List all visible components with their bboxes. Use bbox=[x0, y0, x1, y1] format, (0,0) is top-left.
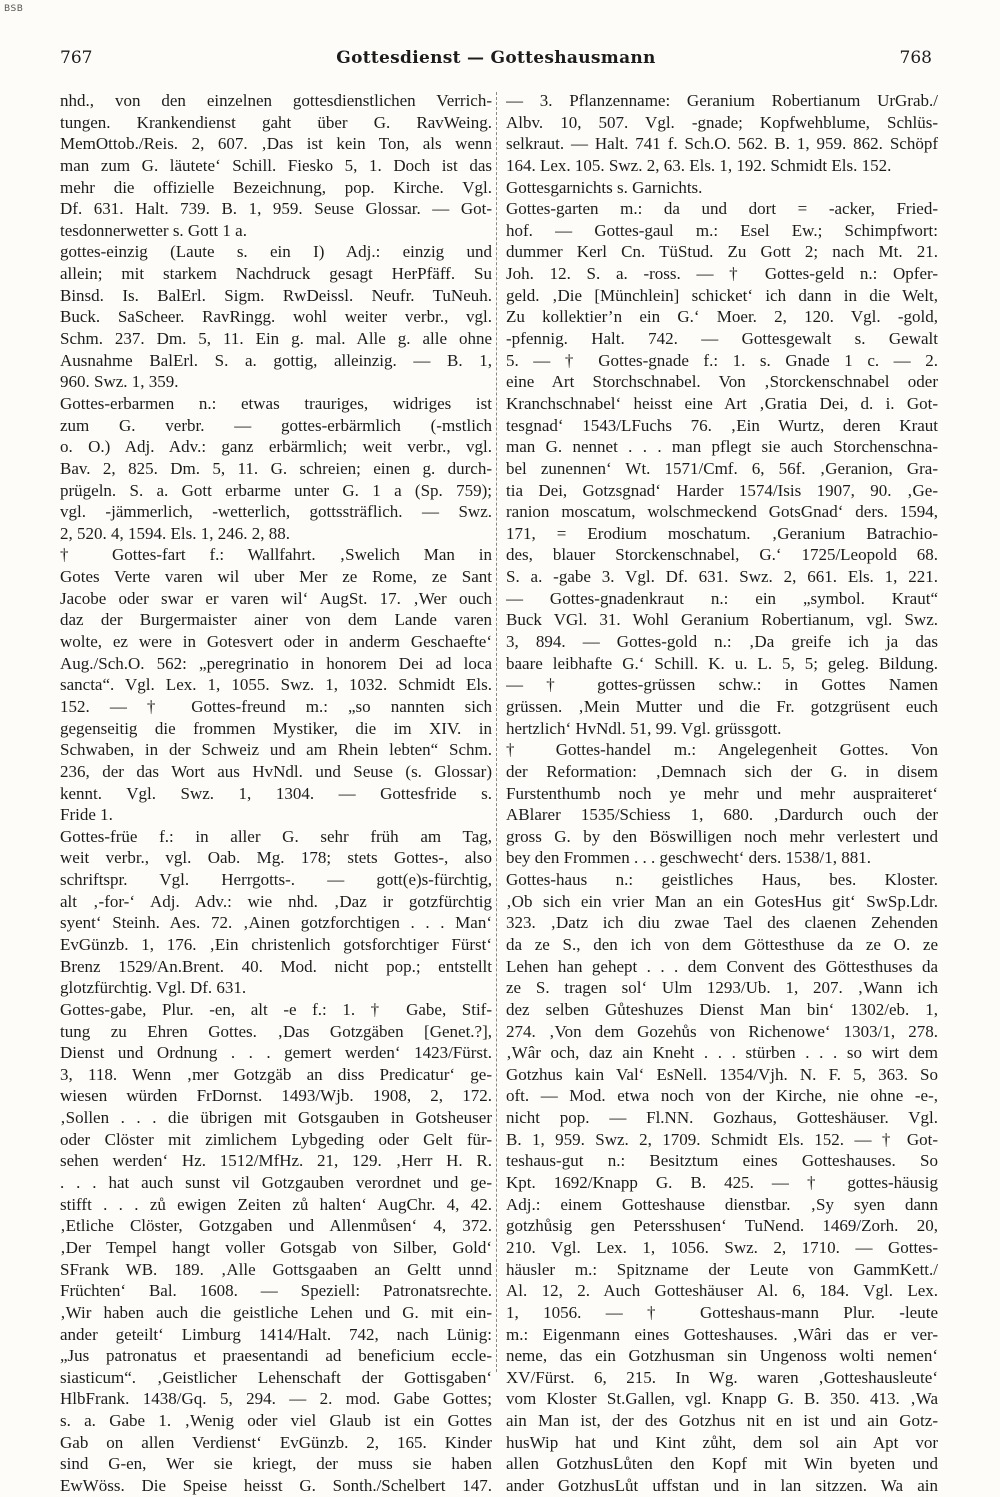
text-line: baare leibhafte G.‘ Schill. K. u. L. 5, 5; geleg. Bildung. bbox=[506, 653, 938, 673]
text-line: daz der Burgermaister ainer von dem Lande varen bbox=[60, 610, 492, 630]
text-line: teshaus-gut n.: Besitztum eines Gotteshauses. So bbox=[506, 1151, 938, 1171]
text-line: nhd., von den einzelnen gottesdienstlichen Verrich- bbox=[60, 91, 492, 110]
text-line: tia Dei, Gotzsgnad‘ Harder 1574/Isis 1907, 90. ‚Ge- bbox=[506, 480, 938, 500]
library-stamp: BSB bbox=[4, 4, 24, 14]
text-line: — 3. Pflanzenname: Geranium Robertianum UrGrab./ bbox=[506, 91, 938, 110]
text-line: neme, das ein Gotzhusman sin Ungenoss wolti nemen‘ bbox=[506, 1346, 938, 1366]
text-line: dummer Kerl Cn. TüStud. Zu Gott 2; nach Mt. 21. bbox=[506, 242, 938, 262]
text-line: Zu kollektier’n ein G.‘ Moer. 2, 120. Vgl. -gold, bbox=[506, 307, 938, 327]
text-line: ABlarer 1535/Schiess 1, 680. ‚Dardurch ouch der bbox=[506, 805, 938, 825]
text-line: gegenseitig die frommen Mystiker, die im XIV. in bbox=[60, 718, 492, 738]
text-line: XV/Fürst. 6, 215. In Wg. waren ‚Gotteshausleute‘ bbox=[506, 1367, 938, 1387]
text-line: tung zu Ehren Gottes. ‚Das Gotzgäben [Genet.?], bbox=[60, 1021, 492, 1041]
text-line: des, blauer Storckenschnabel, G.‘ 1725/Leopold 68. bbox=[506, 545, 938, 565]
running-title: Gottesdienst — Gotteshausmann bbox=[336, 48, 656, 68]
text-line: 274. ‚Von dem Gozehůs von Richenowe‘ 1303/1, 278. bbox=[506, 1021, 938, 1041]
text-line: S. a. -gabe 3. Vgl. Df. 631. Swz. 2, 661. Els. 1, 221. bbox=[506, 567, 938, 587]
text-line: Kpt. 1692/Knapp G. B. 425. — † gottes-häusig bbox=[506, 1173, 938, 1193]
text-line: ‚Wir haben auch die geistliche Lehen und G. mit ein- bbox=[60, 1302, 492, 1322]
text-line: sind G-en, Wer sie kriegt, der muss sie haben bbox=[60, 1454, 492, 1474]
text-line: Jacobe oder swar er varen wil‘ AugSt. 17. ‚Wer ouch bbox=[60, 588, 492, 608]
text-line: selkraut. — Halt. 741 f. Sch.O. 562. B. 1, 959. 862. Schöpf bbox=[506, 134, 938, 154]
text-line: allen GotzhusLůten den Kopf mit Win byeten und bbox=[506, 1454, 938, 1474]
text-line: Früchten‘ Bal. 1608. — Speziell: Patronatsrechte. bbox=[60, 1281, 492, 1301]
text-line: grüssen. ‚Mein Mutter und die Fr. gotzgrüsent euch bbox=[506, 696, 938, 716]
text-line: zum G. verbr. — gottes-erbärmlich (-mstlich bbox=[60, 415, 492, 435]
text-line: da ze S., den ich von dem Göttesthuse da ze O. ze bbox=[506, 934, 938, 954]
text-line: „Jus patronatus et praesentandi ad beneficium eccle- bbox=[60, 1346, 492, 1366]
text-line: Brenz 1529/An.Brent. 40. Mod. nicht pop.; entstellt bbox=[60, 956, 492, 976]
text-line: geld. ‚Die [Münchlein] schicket‘ ich dann in die Welt, bbox=[506, 285, 938, 305]
text-line: Albv. 10, 507. Vgl. -gnade; Kopfwehblume, Schlüs- bbox=[506, 112, 938, 132]
text-line: vom Kloster St.Gallen, vgl. Knapp G. B. 350. 413. ‚Wa bbox=[506, 1389, 938, 1409]
text-line: Joh. 12. S. a. -ross. — † Gottes-geld n.: Opfer- bbox=[506, 264, 938, 284]
text-line: sehen werden‘ Hz. 1512/MfHz. 21, 129. ‚Herr H. R. bbox=[60, 1151, 492, 1171]
text-line: weit verbr., vgl. Oab. Mg. 178; stets Gottes-, also bbox=[60, 848, 492, 868]
text-line: . . . hat auch sunst vil Gotzgauben verordnet und ge- bbox=[60, 1173, 492, 1193]
text-line: gotzhůsig gen Petersshusen‘ TuNend. 1469/Zorh. 20, bbox=[506, 1216, 938, 1236]
text-line: MemOttob./Reis. 2, 607. ‚Das ist kein Ton, als wenn bbox=[60, 134, 492, 154]
text-line: Gotzhus kain Val‘ EsNell. 1354/Vjh. N. F. 5, 363. So bbox=[506, 1064, 938, 1084]
text-line: Aug./Sch.O. 562: „peregrinatio in honorem Dei ad loca bbox=[60, 653, 492, 673]
text-line: man zum G. läutete‘ Schill. Fiesko 5, 1. Doch ist das bbox=[60, 155, 492, 175]
text-line: ‚Der Tempel hangt voller Gotsgab von Silber, Gold‘ bbox=[60, 1237, 492, 1257]
text-line: Gotes Verte varen wil uber Mer ze Rome, ze Sant bbox=[60, 567, 492, 587]
text-line: — † gottes-grüssen schw.: in Gottes Namen bbox=[506, 675, 938, 695]
text-line: ‚Etliche Clöster, Gotzgaben und Allenmůsen‘ 4, 372. bbox=[60, 1216, 492, 1236]
text-line: hof. — Gottes-gaul m.: Esel Ew.; Schimpfwort: bbox=[506, 220, 938, 240]
text-line: tesdonnerwetter s. Gott 1 a. bbox=[60, 220, 247, 240]
column-divider bbox=[496, 92, 497, 1372]
text-line: s. a. Gabe 1. ‚Wenig oder viel Glaub ist ein Gottes bbox=[60, 1411, 492, 1431]
text-line: ander geteilt‘ Limburg 1414/Halt. 742, nach Lünig: bbox=[60, 1324, 492, 1344]
text-line: alt ‚-for-‘ Adj. Adv.: wie nhd. ‚Daz ir gotzfürchtig bbox=[60, 891, 492, 911]
text-line: häusler m.: Spitzname der Leute von GammKett./ bbox=[506, 1259, 938, 1279]
right-column bbox=[506, 90, 938, 1497]
text-line: oft. — Mod. etwa noch von der Kirche, nie ohne -e-, bbox=[506, 1086, 938, 1106]
text-line: ‚Wâr och, daz ain Kneht . . . stürben . . . so wirt dem bbox=[506, 1043, 938, 1063]
text-line: Gottes-erbarmen n.: etwas trauriges, widriges ist bbox=[60, 393, 492, 413]
text-line: nicht pop. — Fl.NN. Gozhaus, Gotteshäuser. Vgl. bbox=[506, 1108, 938, 1128]
text-line: Furstenthumb noch ye mehr und mehr auspraiteret‘ bbox=[506, 783, 938, 803]
text-line: tungen. Krankendienst gaht über G. RavWeing. bbox=[60, 112, 492, 132]
text-line: Lehen han gehept . . . dem Convent des Göttesthuses da bbox=[506, 956, 938, 976]
text-line: Adj.: einem Gotteshause dienstbar. ‚Sy syen dann bbox=[506, 1194, 938, 1214]
text-line: Buck VGl. 31. Wohl Geranium Robertianum, vgl. Swz. bbox=[506, 610, 938, 630]
text-line: schriftspr. Vgl. Herrgotts-. — gott(e)s-fürchtig, bbox=[60, 870, 492, 890]
text-line: der Reformation: ‚Demnach sich der G. in disem bbox=[506, 761, 938, 781]
page-header bbox=[60, 48, 932, 74]
text-line: 960. Swz. 1, 359. bbox=[60, 372, 179, 392]
text-line: 152. — † Gottes-freund m.: „so nannten sich bbox=[60, 696, 492, 716]
text-line: 323. ‚Datz ich diu zwae Tael des claenen Zehenden bbox=[506, 913, 938, 933]
text-line: gross G. by den Böswilligen noch mehr verlestert und bbox=[506, 826, 938, 846]
text-line: eine Art Storchschnabel. Von ‚Storckenschnabel oder bbox=[506, 372, 938, 392]
text-line: Bav. 2, 825. Dm. 5, 11. G. schreien; einen g. durch- bbox=[60, 458, 492, 478]
text-line: 164. Lex. 105. Swz. 2, 63. Els. 1, 192. Schmidt Els. 152. bbox=[506, 155, 892, 175]
text-line: Gottes-gabe, Plur. -en, alt -e f.: 1. † Gabe, Stif- bbox=[60, 999, 492, 1019]
text-line: glotzfürchtig. Vgl. Df. 631. bbox=[60, 978, 247, 998]
text-line: man G. nennet . . . man pflegt sie auch Storchenschna- bbox=[506, 437, 938, 457]
text-line: siasticum“. ‚Geistlicher Lehenschaft der Gottisgaben‘ bbox=[60, 1367, 492, 1387]
text-line: syent‘ Steinh. Aes. 72. ‚Ainen gotzforchtigen . . . Man‘ bbox=[60, 913, 492, 933]
text-line: ain Man ist, der des Gotzhus nit en ist und ain Gotz- bbox=[506, 1411, 938, 1431]
text-line: 5. — † Gottes-gnade f.: 1. s. Gnade 1 c. — 2. bbox=[506, 350, 938, 370]
text-line: 210. Vgl. Lex. 1, 1056. Swz. 2, 1710. — Gottes- bbox=[506, 1237, 938, 1257]
text-line: hertzlich‘ HvNdl. 51, 99. Vgl. grüssgott. bbox=[506, 718, 782, 738]
text-line: bel zunennen‘ Wt. 1571/Cmf. 6, 56f. ‚Geranion, Gra- bbox=[506, 458, 938, 478]
text-line: Schm. 237. Dm. 5, 11. Ein g. mal. Alle g. alle ohne bbox=[60, 329, 492, 349]
text-line: HlbFrank. 1438/Gq. 5, 294. — 2. mod. Gabe Gottes; bbox=[60, 1389, 492, 1409]
text-line: gottes-einzig (Laute s. ein I) Adj.: einzig und bbox=[60, 242, 492, 262]
text-line: o. O.) Adj. Adv.: ganz erbärmlich; weit verbr., vgl. bbox=[60, 437, 492, 457]
text-line: SFrank WB. 189. ‚Alle Gottsgaaben an Geltt unnd bbox=[60, 1259, 492, 1279]
left-column bbox=[60, 90, 492, 1497]
text-line: Buck. SaScheer. RavRingg. wohl weiter verbr., vgl. bbox=[60, 307, 492, 327]
text-line: tesgnad‘ 1543/LFuchs 76. ‚Ein Wurtz, deren Kraut bbox=[506, 415, 938, 435]
text-line: 1, 1056. — † Gotteshaus-mann Plur. -leute bbox=[506, 1302, 938, 1322]
text-line: Ausnahme BalErl. S. a. gottig, alleinzig. — B. 1, bbox=[60, 350, 492, 370]
page-number-left: 767 bbox=[60, 48, 93, 68]
text-line: † Gottes-handel m.: Angelegenheit Gottes. Von bbox=[506, 740, 938, 760]
text-line: ranion moscatum, wolschmeckend GotsGnad‘ ders. 1594, bbox=[506, 502, 938, 522]
text-line: — Gottes-gnadenkraut n.: ein „symbol. Kraut“ bbox=[506, 588, 938, 608]
text-line: ze S. tragen sol‘ Ulm 1293/Ub. 1, 207. ‚Wann ich bbox=[506, 978, 938, 998]
text-line: sancta“. Vgl. Lex. 1, 1055. Swz. 1, 1032. Schmidt Els. bbox=[60, 675, 492, 695]
text-line: Al. 12, 2. Auch Gotteshäuser Al. 6, 184. Vgl. Lex. bbox=[506, 1281, 938, 1301]
text-line: 3, 118. Wenn ‚mer Gotzgäb an diss Predicatur‘ ge- bbox=[60, 1064, 492, 1084]
text-line: † Gottes-fart f.: Wallfahrt. ‚Swelich Man in bbox=[60, 545, 492, 565]
text-line: prügeln. S. a. Gott erbarme unter G. 1 a (Sp. 759); bbox=[60, 480, 492, 500]
text-line: stifft . . . zů ewigen Zeiten zů halten‘ AugChr. 4, 42. bbox=[60, 1194, 492, 1214]
text-line: ander GotzhusLůt uffstan und in lan sitzzen. Wa ain bbox=[506, 1476, 938, 1495]
text-line: Gottes-garten m.: da und dort = -acker, Fried- bbox=[506, 199, 938, 219]
text-line: allein; mit starkem Nachdruck gesagt HerPfäff. Su bbox=[60, 264, 492, 284]
text-line: dez selben Gůteshuzes Dienst Man bin‘ 1302/eb. 1, bbox=[506, 999, 938, 1019]
text-line: wiesen würden FrDornst. 1493/Wjb. 1908, 2, 172. bbox=[60, 1086, 492, 1106]
text-line: ‚Ob sich ein vrier Man an ein GotesHus git‘ SwSp.Ldr. bbox=[506, 891, 938, 911]
text-line: Gab on allen Verdienst‘ EvGünzb. 2, 165. Kinder bbox=[60, 1432, 492, 1452]
page-number-right: 768 bbox=[899, 48, 932, 68]
text-line: Kranchschnabel‘ heisst eine Art ‚Gratia Dei, d. i. Got- bbox=[506, 393, 938, 413]
text-line: Schwaben, in der Schweiz und am Rhein lebten“ Schm. bbox=[60, 740, 492, 760]
text-line: Fride 1. bbox=[60, 805, 113, 825]
text-line: bey den Frommen . . . geschwecht‘ ders. 1538/1, 881. bbox=[506, 848, 871, 868]
text-line: husWip hat und Kint zůht, dem sol ain Apt vor bbox=[506, 1432, 938, 1452]
text-line: Gottes-früe f.: in aller G. sehr früh am Tag, bbox=[60, 826, 492, 846]
text-line: 171, = Erodium moschatum. ‚Geranium Batrachio- bbox=[506, 523, 938, 543]
text-line: -pfennig. Halt. 742. — Gottesgewalt s. Gewalt bbox=[506, 329, 938, 349]
text-line: oder Clöster mit zimlichem Lybgeding oder Gelt für- bbox=[60, 1129, 492, 1149]
text-line: kennt. Vgl. Swz. 1, 1304. — Gottesfride s. bbox=[60, 783, 492, 803]
text-line: Dienst und Ordnung . . . gemert werden‘ 1423/Fürst. bbox=[60, 1043, 492, 1063]
text-line: 3, 894. — Gottes-gold n.: ‚Da greife ich ja das bbox=[506, 632, 938, 652]
text-line: vgl. -jämmerlich, -wetterlich, gottssträflich. — Swz. bbox=[60, 502, 492, 522]
text-line: mehr die offizielle Bezeichnung, pop. Kirche. Vgl. bbox=[60, 177, 492, 197]
text-line: EwWöss. Die Speise heisst G. Sonth./Schelbert 147. bbox=[60, 1476, 492, 1495]
text-line: B. 1, 959. Swz. 2, 1709. Schmidt Els. 152. — † Got- bbox=[506, 1129, 938, 1149]
text-line: 236, der das Wort aus HvNdl. und Seuse (s. Glossar) bbox=[60, 761, 492, 781]
text-line: Df. 631. Halt. 739. B. 1, 959. Seuse Glossar. — Got- bbox=[60, 199, 492, 219]
text-line: 2, 520. 4, 1594. Els. 1, 246. 2, 88. bbox=[60, 523, 290, 543]
text-line: m.: Eigenmann eines Gotteshauses. ‚Wâri das er ver- bbox=[506, 1324, 938, 1344]
text-line: Gottesgarnichts s. Garnichts. bbox=[506, 177, 703, 197]
text-line: Binsd. Is. BalErl. Sigm. RwDeissl. Neufr. TuNeuh. bbox=[60, 285, 492, 305]
text-line: ‚Sollen . . . die übrigen mit Gotsgauben in Gotsheuser bbox=[60, 1108, 492, 1128]
text-line: Gottes-haus n.: geistliches Haus, bes. Kloster. bbox=[506, 870, 938, 890]
text-line: wolte, ez were in Gotesvert oder in anderm Geschaefte‘ bbox=[60, 632, 492, 652]
text-line: EvGünzb. 1, 176. ‚Ein christenlich gotsforchtiger Fürst‘ bbox=[60, 934, 492, 954]
